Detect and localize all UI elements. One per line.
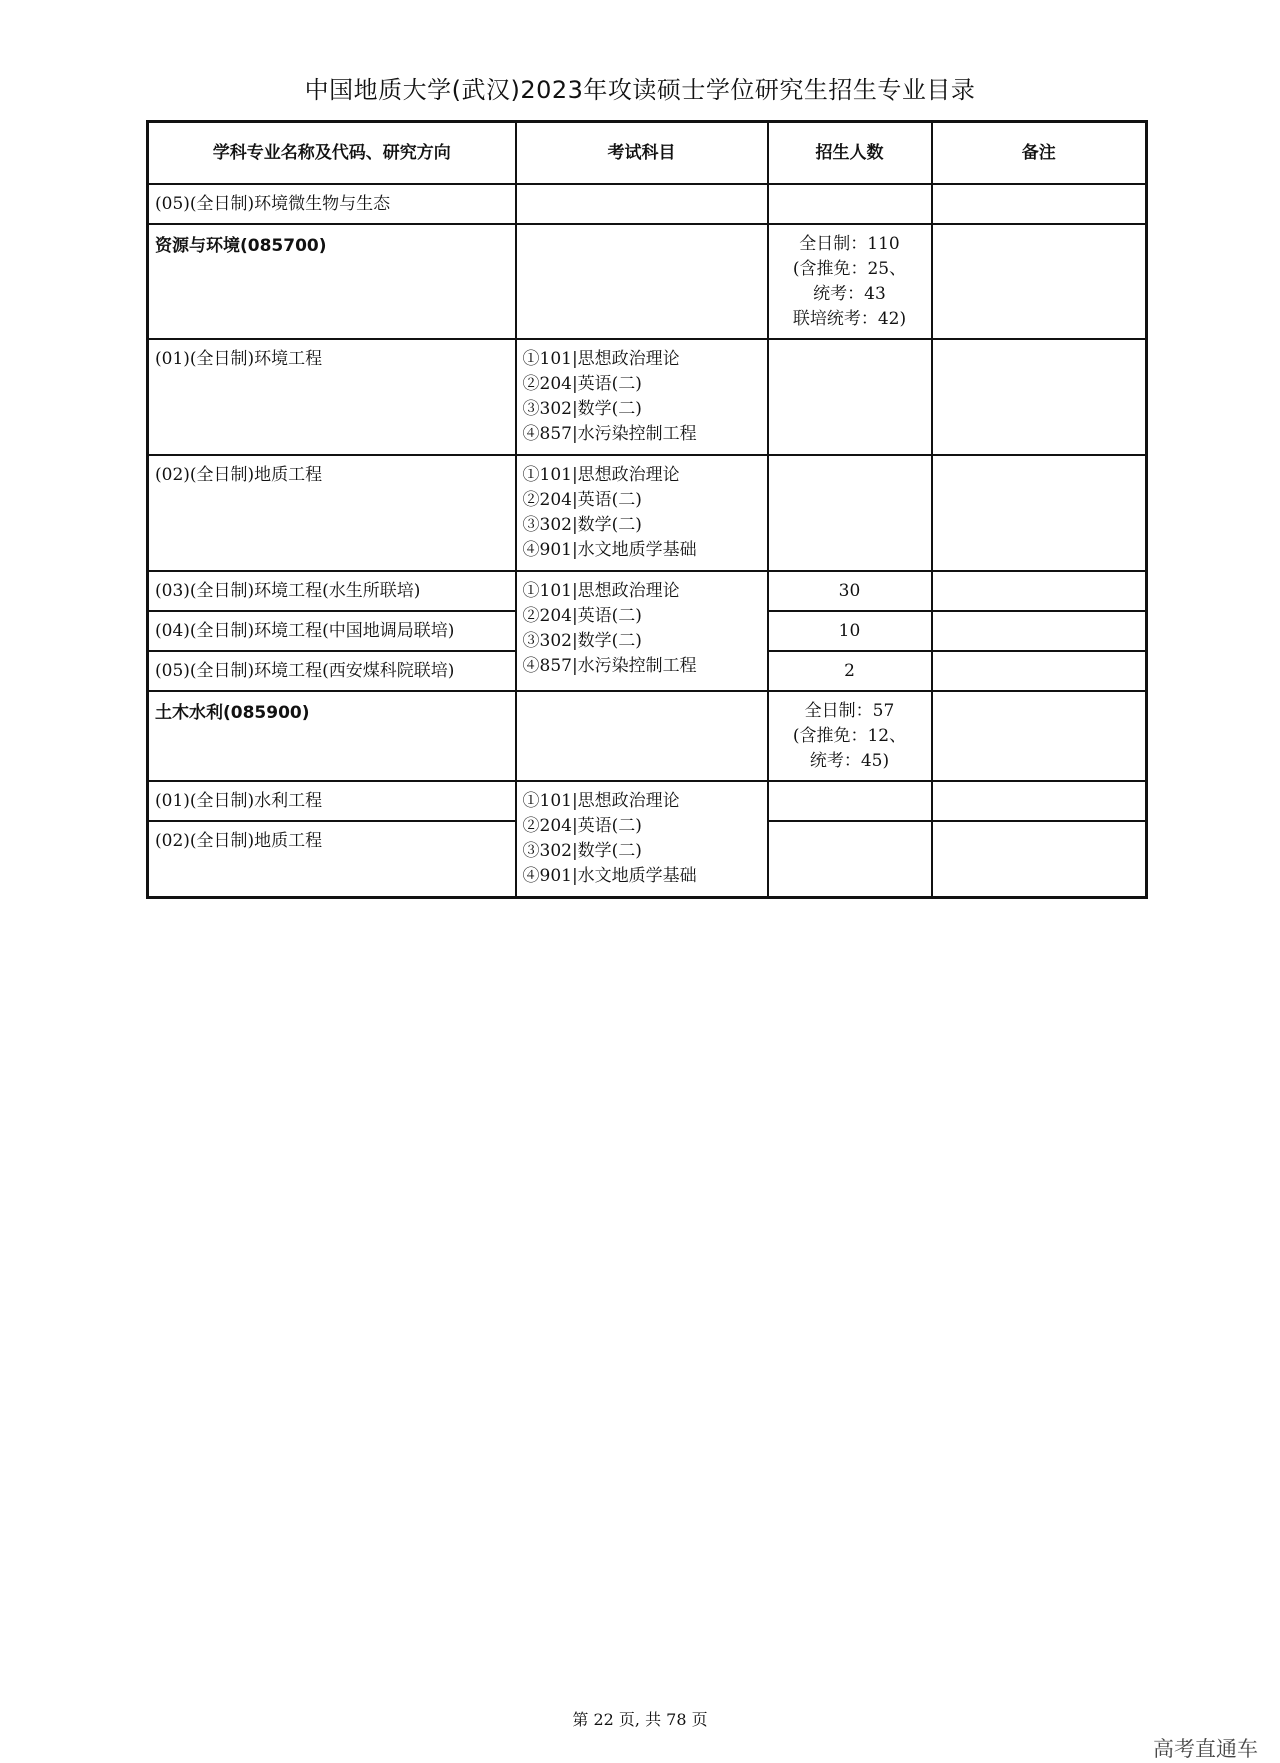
- exam-subject: ①101|思想政治理论: [522, 349, 680, 369]
- exam-subject: ②204|英语(二): [522, 816, 642, 836]
- quota-cell: [768, 339, 932, 455]
- exam-subject: ②204|英语(二): [522, 606, 642, 626]
- remarks-cell: [932, 455, 1147, 571]
- remarks-cell: [932, 781, 1147, 821]
- quota-cell: 2: [768, 651, 932, 691]
- remarks-cell: [932, 821, 1147, 897]
- quota-line: (含推免：12、: [792, 726, 907, 746]
- direction-cell: (03)(全日制)环境工程(水生所联培): [148, 571, 516, 611]
- quota-cell: 10: [768, 611, 932, 651]
- major-quota-cell: [768, 691, 932, 781]
- header-exam-subjects: 考试科目: [516, 122, 768, 185]
- header-enrollment-quota: 招生人数: [768, 122, 932, 185]
- quota-line: 全日制：57: [804, 701, 895, 721]
- exam-subject: ④901|水文地质学基础: [522, 540, 697, 560]
- major-quota-cell: [768, 224, 932, 339]
- direction-cell: (02)(全日制)地质工程: [148, 455, 516, 571]
- enrollment-catalog-table: [146, 120, 1148, 899]
- exam-subject: ①101|思想政治理论: [522, 791, 680, 811]
- quota-line: 全日制：110: [799, 234, 900, 254]
- remarks-cell: [932, 339, 1147, 455]
- exam-subject: ③302|数学(二): [522, 631, 642, 651]
- table-row: [148, 781, 1147, 821]
- exam-subject: ②204|英语(二): [522, 374, 642, 394]
- quota-line: 联培统考：42): [792, 309, 907, 329]
- direction-cell: (01)(全日制)水利工程: [148, 781, 516, 821]
- table-header-row: [148, 122, 1147, 185]
- direction-cell: (02)(全日制)地质工程: [148, 821, 516, 897]
- major-row: [148, 224, 1147, 339]
- remarks-cell: [932, 691, 1147, 781]
- quota-cell: 30: [768, 571, 932, 611]
- remarks-cell: [932, 611, 1147, 651]
- remarks-cell: [932, 184, 1147, 224]
- quota-line: 统考：45): [809, 751, 890, 771]
- exam-cell: [516, 184, 768, 224]
- header-major-direction: 学科专业名称及代码、研究方向: [148, 122, 516, 185]
- exam-cell: [516, 224, 768, 339]
- table-row: [148, 571, 1147, 611]
- major-name-cell: 资源与环境(085700): [148, 224, 516, 339]
- header-remarks: 备注: [932, 122, 1147, 185]
- remarks-cell: [932, 571, 1147, 611]
- major-name-cell: 土木水利(085900): [148, 691, 516, 781]
- table-row: [148, 339, 1147, 455]
- exam-cell: [516, 691, 768, 781]
- exam-subject: ③302|数学(二): [522, 515, 642, 535]
- direction-cell: (05)(全日制)环境微生物与生态: [148, 184, 516, 224]
- exam-subject: ①101|思想政治理论: [522, 465, 680, 485]
- quota-cell: [768, 781, 932, 821]
- exam-subject: ②204|英语(二): [522, 490, 642, 510]
- exam-cell: [516, 455, 768, 571]
- quota-line: 统考：43: [813, 284, 886, 304]
- quota-cell: [768, 821, 932, 897]
- remarks-cell: [932, 651, 1147, 691]
- exam-cell: [516, 339, 768, 455]
- exam-subject: ③302|数学(二): [522, 399, 642, 419]
- quota-cell: [768, 455, 932, 571]
- exam-cell: [516, 571, 768, 691]
- quota-cell: [768, 184, 932, 224]
- direction-cell: (04)(全日制)环境工程(中国地调局联培): [148, 611, 516, 651]
- direction-cell: (05)(全日制)环境工程(西安煤科院联培): [148, 651, 516, 691]
- page-footer: 第 22 页, 共 78 页: [572, 1710, 708, 1729]
- watermark: 高考直通车: [1153, 1737, 1258, 1761]
- quota-line: (含推免：25、: [792, 259, 907, 279]
- direction-cell: (01)(全日制)环境工程: [148, 339, 516, 455]
- exam-subject: ④857|水污染控制工程: [522, 424, 697, 444]
- exam-subject: ④901|水文地质学基础: [522, 866, 697, 886]
- remarks-cell: [932, 224, 1147, 339]
- exam-subject: ③302|数学(二): [522, 841, 642, 861]
- table-row: [148, 455, 1147, 571]
- major-row: [148, 691, 1147, 781]
- exam-cell: [516, 781, 768, 897]
- page-title: 中国地质大学(武汉)2023年攻读硕士学位研究生招生专业目录: [304, 76, 976, 104]
- table-row: [148, 184, 1147, 224]
- exam-subject: ①101|思想政治理论: [522, 581, 680, 601]
- exam-subject: ④857|水污染控制工程: [522, 656, 697, 676]
